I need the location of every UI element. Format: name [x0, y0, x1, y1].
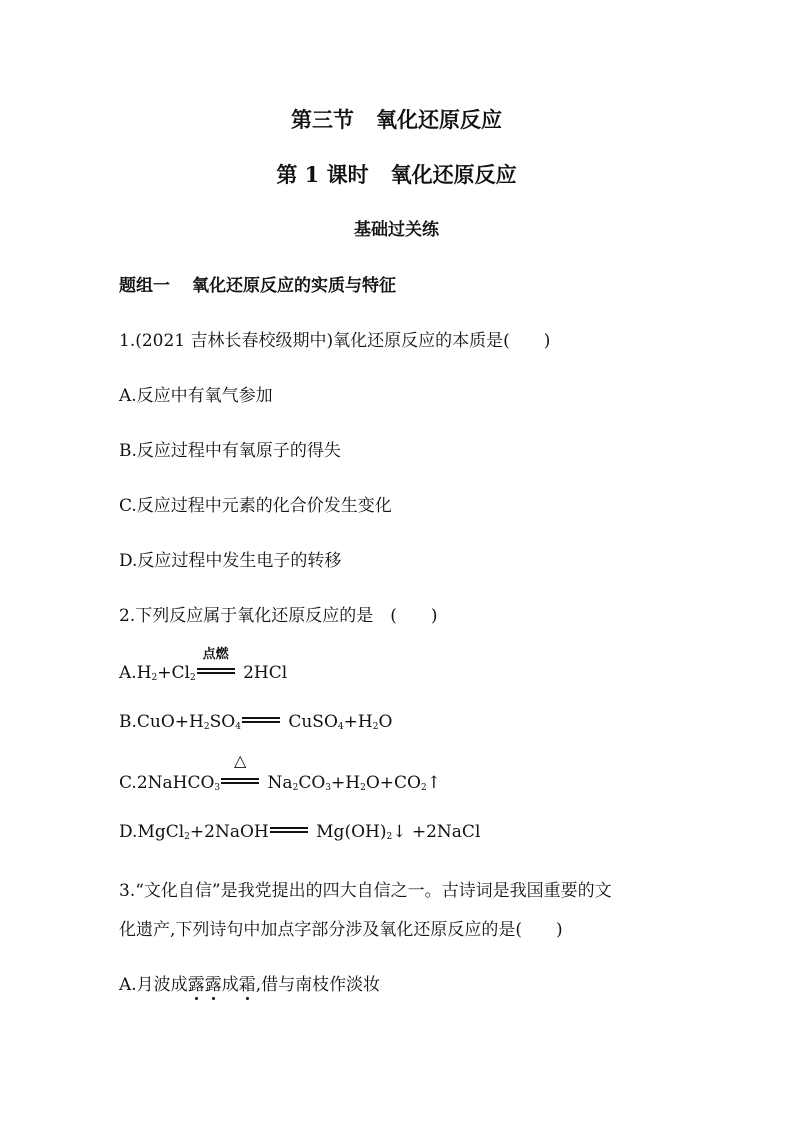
question-1-option-a: A.反应中有氧气参加: [119, 386, 273, 406]
group-title: [119, 271, 396, 296]
gas-arrow-icon: ↑: [426, 773, 441, 793]
equals-sign: [242, 711, 280, 729]
question-2-stem: 2.下列反应属于氧化还原反应的是 ( ): [119, 606, 438, 626]
equals-sign: [221, 751, 259, 790]
dotted-character: 霜: [239, 970, 256, 995]
question-1-option-d: D.反应过程中发生电子的转移: [119, 551, 342, 571]
section-name: 氧化还原反应: [376, 107, 502, 132]
equals-sign: [197, 647, 235, 680]
group-name: 氧化还原反应的实质与特征: [192, 276, 396, 296]
question-1-stem: 1.(2021 吉林长春校级期中)氧化还原反应的本质是( ): [119, 331, 551, 351]
dotted-character: 露: [188, 970, 205, 995]
question-2-option-a: $A.H_2+Cl_2$ 点燃 2HCl: [119, 662, 287, 683]
question-3-stem-line-1: 3.“文化自信”是我党提出的四大自信之一。古诗词是我国重要的文: [119, 881, 612, 901]
practice-title: 基础过关练: [354, 220, 439, 240]
question-1-option-b: B.反应过程中有氧原子的得失: [119, 441, 341, 461]
question-3-option-a: A.月波成露露成霜,借与南枝作淡妆: [119, 970, 380, 995]
question-1-option-c: C.反应过程中元素的化合价发生变化: [119, 496, 392, 516]
lesson-title: [0, 159, 793, 189]
dotted-character: 露: [205, 970, 222, 995]
lesson-name: 氧化还原反应: [390, 162, 517, 187]
lesson-number: 第 1 课时: [276, 162, 369, 187]
group-number: 题组一: [119, 276, 170, 296]
section-title: [0, 104, 793, 134]
question-2-option-d: D.MgCl$_2$+2NaOH $Mg(OH)_2↓$ +2NaCl: [119, 822, 481, 842]
equals-sign: [270, 821, 308, 839]
question-2-option-c: C.2NaHCO$_3$ △ $Na_2CO_3+H_2O+CO_2↑$: [119, 751, 441, 793]
question-2-option-b: $B.CuO+H_2SO_4$ $CuSO_4+H_2O$: [119, 712, 393, 732]
heat-triangle-icon: △: [234, 751, 247, 770]
section-number: 第三节: [291, 107, 354, 132]
question-3-stem-line-2: 化遗产,下列诗句中加点字部分涉及氧化还原反应的是( ): [119, 920, 563, 940]
reaction-condition: 点燃: [202, 647, 229, 662]
